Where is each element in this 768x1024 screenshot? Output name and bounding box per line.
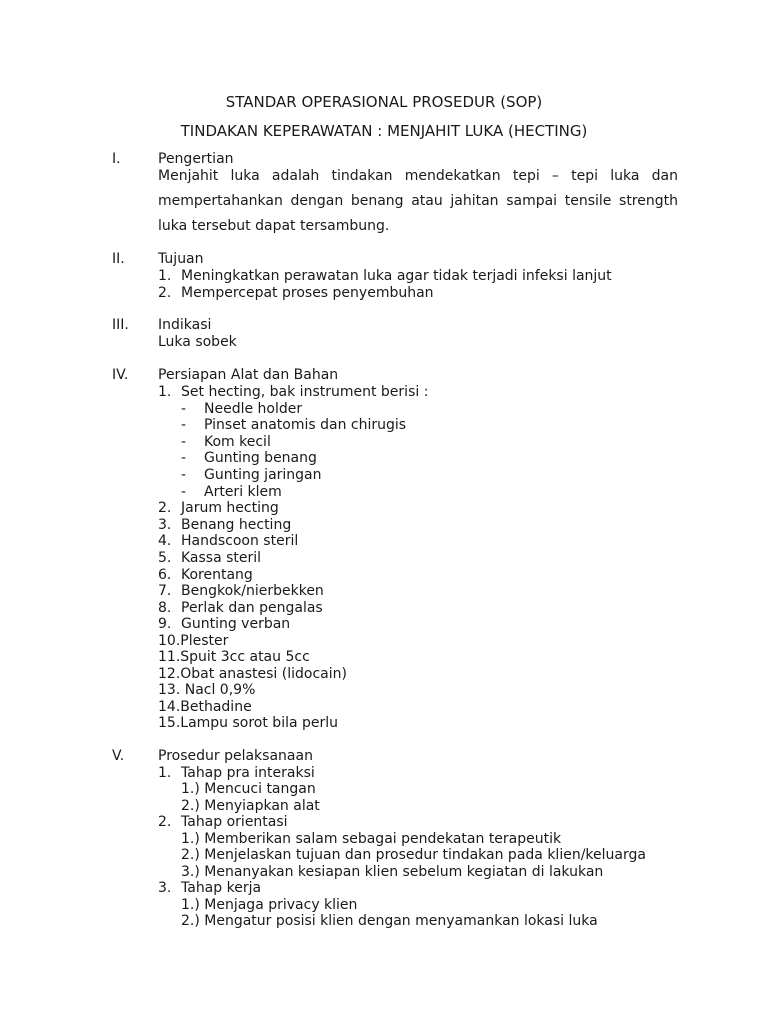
list-number: 5. bbox=[158, 550, 172, 566]
list-number: 2. bbox=[158, 814, 172, 830]
section-number: III. bbox=[112, 317, 129, 333]
dash-bullet: - bbox=[181, 401, 187, 417]
stage-title: Tahap pra interaksi bbox=[181, 765, 315, 781]
step-item: 2.) Menyiapkan alat bbox=[181, 798, 320, 814]
sub-list-item: Gunting benang bbox=[204, 450, 317, 466]
section-heading: Prosedur pelaksanaan bbox=[158, 748, 313, 764]
section-heading: Indikasi bbox=[158, 317, 212, 333]
section-number: V. bbox=[112, 748, 125, 764]
section-text: Luka sobek bbox=[158, 334, 237, 350]
list-item: Set hecting, bak instrument berisi : bbox=[181, 384, 429, 400]
section-paragraph: Menjahit luka adalah tindakan mendekatkan tepi – tepi luka dan mempertahankan dengan benang atau jahitan sampai tensile strength luka tersebut dapat tersambung. bbox=[158, 168, 678, 234]
sub-list-item: Pinset anatomis dan chirugis bbox=[204, 417, 407, 433]
step-item: 1.) Menjaga privacy klien bbox=[181, 897, 358, 913]
list-number: 4. bbox=[158, 533, 172, 549]
list-number: 7. bbox=[158, 583, 172, 599]
dash-bullet: - bbox=[181, 434, 187, 450]
list-number: 1. bbox=[158, 765, 172, 781]
stage-title: Tahap kerja bbox=[181, 880, 262, 896]
list-number: 3. bbox=[158, 880, 172, 896]
sub-list-item: Gunting jaringan bbox=[204, 467, 322, 483]
list-item: Benang hecting bbox=[181, 517, 292, 533]
list-item: Mempercepat proses penyembuhan bbox=[181, 285, 434, 301]
list-number: 2. bbox=[158, 285, 172, 301]
list-item: 12.Obat anastesi (lidocain) bbox=[158, 666, 347, 682]
list-item: Handscoon steril bbox=[181, 533, 299, 549]
step-item: 1.) Mencuci tangan bbox=[181, 781, 316, 797]
list-item: Bengkok/nierbekken bbox=[181, 583, 324, 599]
list-item: 13. Nacl 0,9% bbox=[158, 682, 256, 698]
list-item: Meningkatkan perawatan luka agar tidak terjadi infeksi lanjut bbox=[181, 268, 612, 284]
list-item: 14.Bethadine bbox=[158, 699, 252, 715]
sub-list-item: Kom kecil bbox=[204, 434, 271, 450]
list-item: Korentang bbox=[181, 567, 253, 583]
document-subtitle: TINDAKAN KEPERAWATAN : MENJAHIT LUKA (HECTING) bbox=[180, 122, 588, 140]
section-heading: Tujuan bbox=[158, 251, 204, 267]
list-number: 6. bbox=[158, 567, 172, 583]
dash-bullet: - bbox=[181, 417, 187, 433]
stage-title: Tahap orientasi bbox=[181, 814, 288, 830]
dash-bullet: - bbox=[181, 484, 187, 500]
list-number: 9. bbox=[158, 616, 172, 632]
list-item: 11.Spuit 3cc atau 5cc bbox=[158, 649, 310, 665]
document-title: STANDAR OPERASIONAL PROSEDUR (SOP) bbox=[225, 93, 543, 111]
list-number: 3. bbox=[158, 517, 172, 533]
sub-list-item: Needle holder bbox=[204, 401, 303, 417]
list-item: Perlak dan pengalas bbox=[181, 600, 323, 616]
list-item: Kassa steril bbox=[181, 550, 262, 566]
step-item: 2.) Mengatur posisi klien dengan menyamankan lokasi luka bbox=[181, 913, 598, 929]
step-item: 2.) Menjelaskan tujuan dan prosedur tindakan pada klien/keluarga bbox=[181, 847, 646, 863]
section-heading: Pengertian bbox=[158, 151, 234, 167]
section-heading: Persiapan Alat dan Bahan bbox=[158, 367, 339, 383]
sub-list-item: Arteri klem bbox=[204, 484, 282, 500]
section-number: IV. bbox=[112, 367, 129, 383]
section-number: I. bbox=[112, 151, 121, 167]
list-number: 1. bbox=[158, 384, 172, 400]
step-item: 3.) Menanyakan kesiapan klien sebelum kegiatan di lakukan bbox=[181, 864, 604, 880]
list-item: 15.Lampu sorot bila perlu bbox=[158, 715, 339, 731]
list-number: 1. bbox=[158, 268, 172, 284]
list-item: Jarum hecting bbox=[181, 500, 279, 516]
dash-bullet: - bbox=[181, 450, 187, 466]
list-item: Gunting verban bbox=[181, 616, 291, 632]
list-item: 10.Plester bbox=[158, 633, 229, 649]
list-number: 8. bbox=[158, 600, 172, 616]
step-item: 1.) Memberikan salam sebagai pendekatan terapeutik bbox=[181, 831, 562, 847]
list-number: 2. bbox=[158, 500, 172, 516]
dash-bullet: - bbox=[181, 467, 187, 483]
section-number: II. bbox=[112, 251, 125, 267]
